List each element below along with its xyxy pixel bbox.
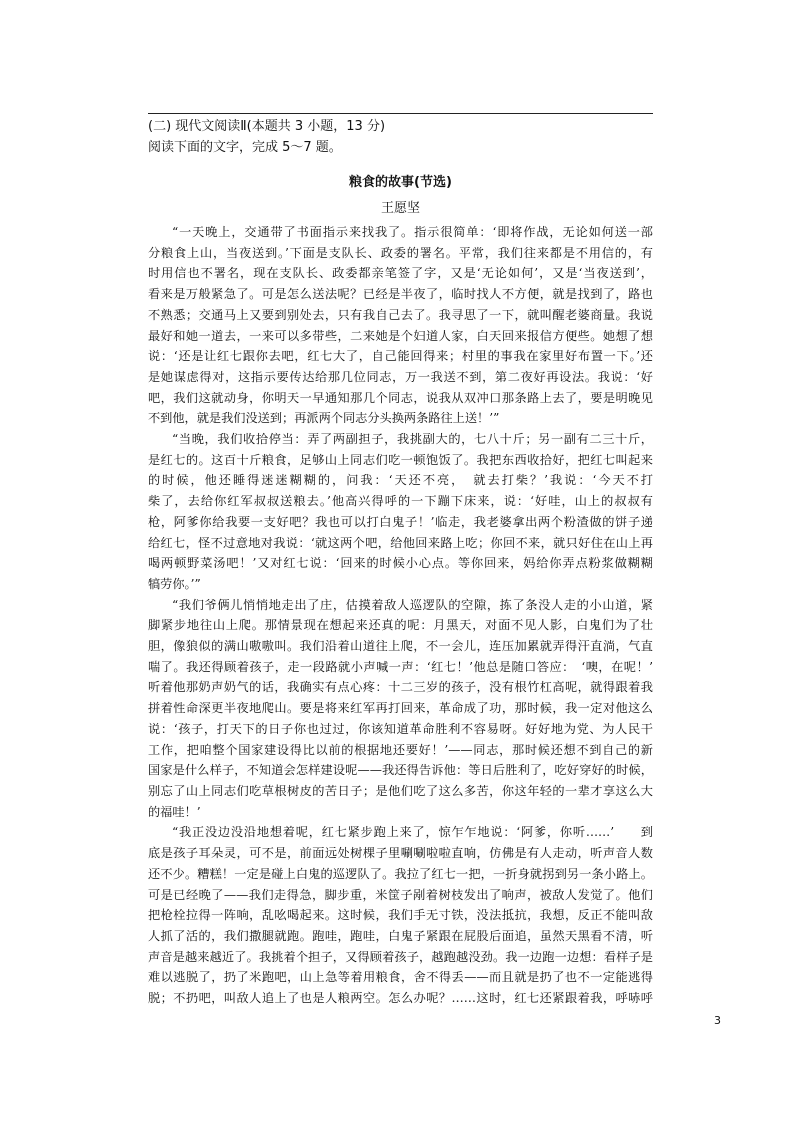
text-line: 底是孩子耳朵灵，可不是，前面远处树棵子里唰唰啦啦直响，仿佛是有人走动，听声音人数 bbox=[148, 846, 653, 861]
text-line: “我们爷俩儿悄悄地走出了庄，估摸着敌人巡逻队的空隙，拣了条没人走的小山道，紧 bbox=[172, 597, 653, 612]
page-number: 3 bbox=[714, 1014, 721, 1027]
article-author: 王愿坚 bbox=[380, 201, 420, 216]
text-line: 不熟悉；交通马上又要到别处去，只有我自己去了。我寻思了一下，就叫醒老婆商量。我说 bbox=[148, 307, 653, 322]
text-line: 枪，阿爹你给我要一支好吧？我也可以打白鬼子！’临走，我老婆拿出两个粉渣做的饼子递 bbox=[148, 514, 653, 529]
text-line: 胆，像狼似的满山嗷嗷叫。我们沿着山道往上爬，不一会儿，连压加累就弄得汗直淌，气直 bbox=[148, 639, 653, 654]
text-line: 难以逃脱了，扔了米跑吧，山上急等着用粮食，舍不得丢——而且就是扔了也不一定能逃得 bbox=[148, 970, 653, 985]
text-line: 看来是万般紧急了。可是怎么送法呢？已经是半夜了，临时找人不方便，就是找到了，路也 bbox=[148, 287, 653, 302]
text-line: 吧，我们这就动身，你明天一早通知那几个同志，说我从双冲口那条路上去了，要是明晚见 bbox=[148, 390, 653, 405]
text-line: 时用信也不署名，现在支队长、政委都亲笔签了字，又是‘无论如何’，又是‘当夜送到’， bbox=[148, 266, 653, 281]
text-line: 拼着性命深更半夜地爬山。要是将来红军再打回来，革命成了功，那时候，我一定对他这么 bbox=[148, 701, 653, 716]
paragraph bbox=[148, 595, 653, 823]
article-body bbox=[148, 222, 653, 1009]
text-line: 的福哇！’ bbox=[148, 804, 201, 819]
text-line: 喘了。我还得顾着孩子，走一段路就小声喊一声：‘红七！’他总是随口答应： ‘噢，在呢！’ bbox=[148, 659, 653, 674]
paragraph bbox=[148, 822, 653, 1008]
text-line: 的时候，他还睡得迷迷糊糊的，问我：‘天还不亮， 就去打柴？’我说：‘今天不打 bbox=[148, 473, 653, 488]
text-line: 别忘了山上同志们吃草根树皮的苦日子；是他们吃了这么多苦，你这年轻的一辈才享这么大 bbox=[148, 783, 653, 798]
text-line: “当晚，我们收拾停当：弄了两副担子，我挑副大的，七八十斤；另一副有二三十斤， bbox=[172, 432, 653, 447]
text-line: 喝两顿野菜汤吧！’又对红七说：‘回来的时候小心点。等你回来，妈给你弄点粉浆做糊糊 bbox=[148, 556, 653, 571]
text-line: 分粮食上山，当夜送到。’下面是支队长、政委的署名。平常，我们往来都是不用信的，有 bbox=[148, 245, 653, 260]
text-line: 可是已经晚了——我们走得急，脚步重，米筐子剐着树枝发出了响声，被敌人发觉了。他们 bbox=[148, 887, 653, 902]
text-line: 不到他，就是我们没送到；再派两个同志分头换两条路往上送！’” bbox=[148, 411, 500, 426]
text-line: 是红七的。这百十斤粮食，足够山上同志们吃一顿饱饭了。我把东西收拾好，把红七叫起来 bbox=[148, 452, 653, 467]
text-line: 最好和她一道去，一来可以多带些，二来她是个妇道人家，白天回来报信方便些。她想了想 bbox=[148, 328, 653, 343]
text-line: 给红七，怪不过意地对我说：‘就这两个吧，给他回来路上吃；你回不来，就只好住在山上再 bbox=[148, 535, 653, 550]
text-line: 柴了，去给你红军叔叔送粮去。’他高兴得呼的一下蹦下床来，说：‘好哇，山上的叔叔有 bbox=[148, 494, 653, 509]
text-line: 脚紧步地往山上爬。那情景现在想起来还真的呢：月黑天，对面不见人影，白鬼们为了壮 bbox=[148, 618, 653, 633]
text-line: 国家是什么样子，不知道会怎样建设呢——我还得告诉他：等日后胜利了，吃好穿好的时候， bbox=[148, 763, 653, 778]
section-heading: (二) 现代文阅读Ⅱ(本题共 3 小题，13 分) bbox=[148, 119, 386, 134]
text-line: 声音是越来越近了。我挑着个担子，又得顾着孩子，越跑越没劲。我一边跑一边想：看样子是 bbox=[148, 949, 653, 964]
text-line: 是她谋虑得对，这指示要传达给那几位同志，万一我送不到，第二夜好再设法。我说：‘好 bbox=[148, 369, 653, 384]
text-line: 工作，把咱整个国家建设得比以前的根据地还要好！’——同志，那时候还想不到自己的新 bbox=[148, 742, 653, 757]
text-line: 犒劳你。’” bbox=[148, 576, 201, 591]
paragraph bbox=[148, 222, 653, 429]
text-line: 说：‘孩子，打天下的日子你也过过，你该知道革命胜利不容易呀。好好地为党、为人民干 bbox=[148, 721, 653, 736]
text-line: “一天晚上，交通带了书面指示来找我了。指示很简单：‘即将作战，无论如何送一部 bbox=[172, 225, 653, 239]
top-rule bbox=[148, 113, 653, 114]
text-line: “我正没边没沿地想着呢，红七紧步跑上来了，惊乍乍地说：‘阿爹，你听……’ 到 bbox=[172, 825, 653, 840]
text-line: 听着他那奶声奶气的话，我确实有点心疼：十二三岁的孩子，没有根竹杠高呢，就得跟着我 bbox=[148, 680, 653, 695]
text-line: 把枪栓拉得一阵响，乱吆喝起来。这时候，我们手无寸铁，没法抵抗，我想，反正不能叫敌 bbox=[148, 908, 653, 923]
text-line: 脱；不扔吧，叫敌人追上了也是人粮两空。怎么办呢？……这时，红七还紧跟着我，呼哧呼 bbox=[148, 991, 653, 1006]
article-title: 粮食的故事(节选) bbox=[349, 175, 452, 190]
text-line: 还不少。糟糕！一定是碰上白鬼的巡逻队了。我拉了红七一把，一折身就拐到另一条小路上。 bbox=[148, 866, 653, 881]
text-line: 人抓了活的，我们撒腿就跑。跑哇，跑哇，白鬼子紧跟在屁股后面追，虽然天黑看不清，听 bbox=[148, 928, 653, 943]
text-line: 说：‘还是让红七跟你去吧，红七大了，自己能回得来；村里的事我在家里好布置一下。’还 bbox=[148, 349, 653, 364]
reading-instructions: 阅读下面的文字，完成 5～7 题。 bbox=[148, 140, 342, 155]
paragraph bbox=[148, 429, 653, 595]
